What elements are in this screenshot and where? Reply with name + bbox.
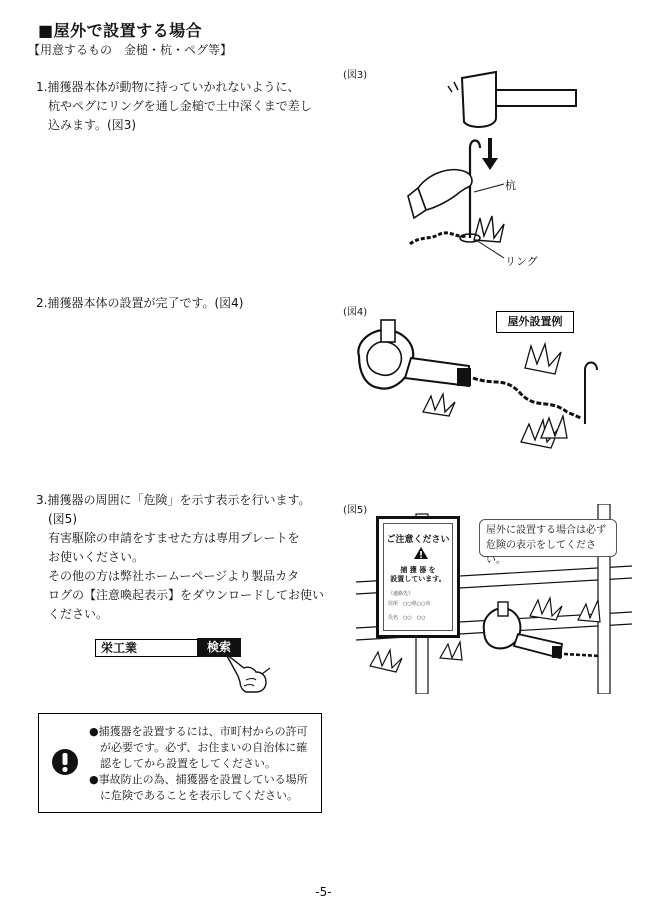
step-2-line: 2.捕獲器本体の設置が完了です。(図4): [36, 296, 244, 310]
step-3-line: 3.捕獲器の周囲に「危険」を示す表示を行います。: [36, 493, 311, 507]
sign-name: 氏名 ○○ ○○: [388, 615, 426, 621]
warning-sign: [376, 516, 460, 638]
sign-message: [384, 566, 452, 584]
step-2: [36, 294, 336, 313]
step-3-line: ください。: [36, 607, 109, 621]
callout-line: 屋外に設置する場合は必ず: [486, 525, 606, 536]
stake-label: 杭: [505, 179, 516, 192]
outdoor-example-title: 屋外設置例: [496, 311, 574, 333]
callout-line: 危険の表示をしてください。: [486, 540, 596, 566]
notice-item: ●捕獲器を設置するには、市町村からの許可が必要です。必ず、お住まいの自治体に確認をしてから設置をしてください。: [89, 725, 308, 770]
materials-subtitle: 【用意するもの 金槌・杭・ペグ等】: [28, 43, 233, 57]
search-button[interactable]: 検索: [197, 638, 241, 657]
warning-sign-border: [383, 523, 453, 631]
caution-notice-box: [38, 713, 322, 813]
figure-3-label: (図3): [343, 70, 368, 81]
figure-4-label: (図4): [343, 307, 368, 318]
notice-item: ●事故防止の為、捕獲器を設置している場所に危険であることを表示してください。: [89, 773, 308, 802]
step-3-line: (図5): [36, 512, 77, 526]
step-3-line: その他の方は弊社ホームーページより製品カタ: [36, 569, 300, 583]
step-1-line: 1.捕獲器本体が動物に持っていかれないように、: [36, 80, 300, 94]
step-1-line: 込みます。(図3): [36, 118, 137, 132]
sign-message-line: 捕 獲 器 を: [400, 566, 436, 574]
pointing-hand-icon: [222, 650, 272, 696]
page-title: ■屋外で設置する場合: [38, 21, 203, 40]
step-1: [36, 78, 336, 135]
sign-address: 住所 ○○県○○市: [388, 601, 431, 607]
figure-4-illustration: [345, 316, 615, 466]
step-3-line: 有害駆除の申請をすませた方は専用プレートを: [36, 531, 300, 545]
figure-3-illustration: [400, 68, 580, 276]
danger-callout: [479, 519, 617, 566]
step-1-line: 杭やペグにリングを通し金槌で土中深くまで差し: [36, 99, 312, 113]
step-3: [36, 491, 336, 624]
figure-5-label: (図5): [343, 505, 368, 516]
ring-label: リング: [505, 255, 538, 268]
notice-list: [89, 724, 317, 804]
step-3-line: お使いください。: [36, 550, 145, 564]
sign-message-line: 設置しています。: [390, 575, 446, 583]
sign-heading: ご注意ください: [386, 535, 450, 545]
search-input[interactable]: 栄工業: [95, 639, 200, 657]
sign-contact-label: 《連絡先》: [388, 591, 414, 597]
step-3-line: ログの【注意喚起表示】をダウンロードしてお使い: [36, 588, 325, 602]
warning-triangle-icon: [413, 546, 429, 560]
exclamation-icon: [51, 748, 79, 776]
page-number: -5-: [315, 885, 332, 899]
